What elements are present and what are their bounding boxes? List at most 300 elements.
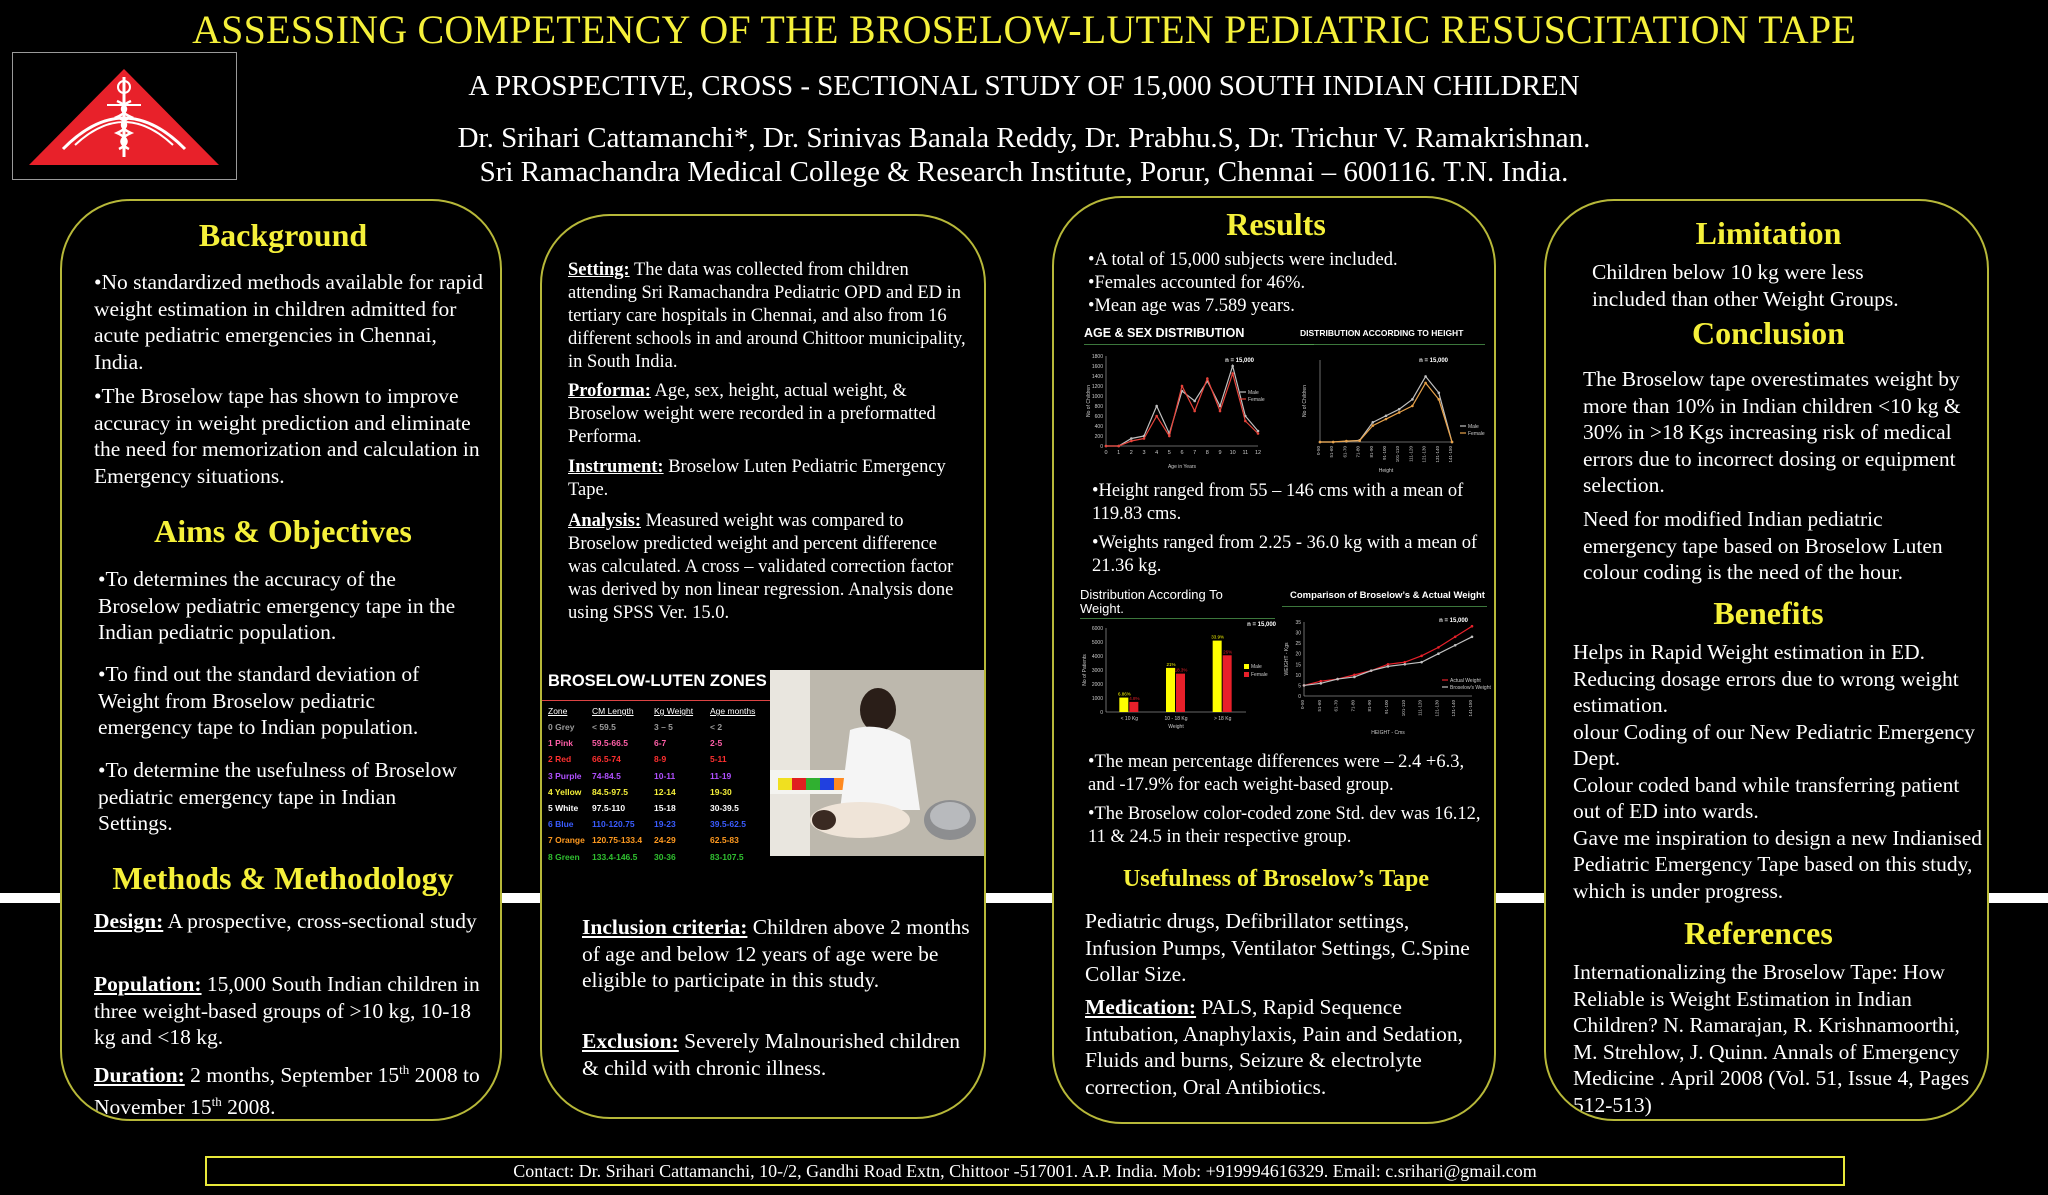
series-line-broselow-s-weight: [1304, 637, 1472, 686]
zone-cell: < 59.5: [592, 722, 616, 732]
x-tick-label: 121-130: [1434, 700, 1440, 717]
zone-cell: 15-18: [654, 803, 676, 814]
chart-title: AGE & SEX DISTRIBUTION: [1084, 326, 1245, 340]
data-point: [1438, 392, 1441, 395]
data-point: [1319, 441, 1322, 444]
zone-cell: 5-11: [710, 754, 727, 765]
y-tick-label: 800: [1094, 404, 1103, 410]
divider-stripe: [1494, 893, 1546, 903]
results-bullet: •A total of 15,000 subjects were included.: [1088, 250, 1398, 270]
chart-divider: [1300, 344, 1485, 345]
setting-text: The data was collected from children attending Sri Ramachandra Pediatric OPD and ED in tertiary care hospitals in Chennai, and also from 16 different schools in and around Chittoor municipality, in South India.: [568, 260, 966, 372]
data-label: 21%: [1166, 661, 1176, 667]
data-point: [1231, 365, 1234, 368]
setting-label: Setting:: [568, 260, 630, 280]
x-tick-label: 131-140: [1434, 446, 1440, 463]
data-point: [1353, 676, 1356, 679]
zones-title: BROSELOW-LUTEN ZONES: [548, 672, 767, 690]
zone-cell: < 2: [710, 722, 723, 732]
data-point: [1336, 678, 1339, 681]
x-tick-label: 141-150: [1468, 700, 1473, 717]
x-tick-label: 71-80: [1355, 446, 1361, 458]
data-point: [1471, 625, 1474, 628]
exclusion-paragraph: [582, 1028, 972, 1081]
poster-title: ASSESSING COMPETENCY OF THE BROSELOW-LUTEN PEDIATRIC RESUSCITATION TAPE: [192, 7, 1856, 52]
y-tick-label: 1400: [1091, 374, 1103, 380]
zone-row: [548, 735, 776, 751]
y-tick-label: 0: [1100, 444, 1103, 450]
legend-label: Broselow's Weight: [1450, 685, 1491, 691]
x-tick-label: 4: [1155, 450, 1159, 456]
y-axis-label: No of Children: [1302, 385, 1308, 417]
comparison-plot: [1282, 608, 1492, 738]
data-point: [1404, 663, 1407, 666]
mean-difference-result: •The mean percentage differences were – 2.4 +6.3, and -17.9% for each weight-based group.: [1088, 752, 1465, 795]
data-point: [1437, 646, 1440, 649]
chart-divider: [1282, 606, 1487, 607]
duration-text: 2 months, September 15: [184, 1063, 400, 1088]
benefits-list: [1573, 639, 1983, 904]
zone-row: [548, 849, 776, 865]
height-distribution-chart: [1300, 326, 1490, 476]
x-tick-label: 7: [1193, 450, 1197, 456]
inclusion-label: Inclusion criteria:: [582, 915, 748, 939]
data-point: [1168, 435, 1171, 438]
x-tick-label: 101-110: [1395, 446, 1401, 463]
y-tick-label: 35: [1295, 620, 1301, 626]
y-tick-label: 15: [1295, 662, 1301, 669]
zones-rows: [548, 719, 776, 865]
data-point: [1345, 440, 1348, 443]
x-tick-label: 0: [1104, 450, 1108, 456]
aims-point: •To determine the usefulness of Broselow pediatric emergency tape in Indian Settings.: [98, 758, 457, 835]
zone-cell: 30-36: [654, 851, 676, 862]
inclusion-paragraph: [582, 914, 972, 994]
x-tick-label: 71-80: [1350, 700, 1356, 712]
inclusion-text: Children above 2 months of age and below 12 years of age were be eligible to participate in this study.: [582, 915, 970, 992]
age-sex-plot: [1084, 346, 1324, 476]
data-point: [1105, 445, 1108, 448]
methods-population: [94, 971, 489, 1051]
data-point: [1437, 652, 1440, 655]
zone-cell: 8-9: [654, 754, 667, 765]
clinical-photo: [770, 670, 984, 856]
instrument-paragraph: [568, 456, 968, 502]
zone-cell: 7 Orange: [548, 835, 585, 846]
panel-methods: [540, 214, 986, 1119]
exclusion-text: Severely Malnourished children & child with chronic illness.: [582, 1029, 960, 1080]
bar-female: [1129, 702, 1138, 712]
references-heading: References: [1684, 915, 1833, 951]
analysis-label: Analysis:: [568, 511, 641, 531]
data-point: [1398, 411, 1401, 414]
zone-cell: 66.5-74: [592, 754, 621, 765]
zone-cell: 30-39.5: [710, 803, 739, 814]
zone-row: [548, 784, 776, 800]
stddev-result: •The Broselow color-coded zone Std. dev was 16.12, 11 & 24.5 in their respective group.: [1088, 804, 1481, 847]
y-tick-label: 2000: [1091, 682, 1103, 688]
x-tick-label: 131-140: [1451, 700, 1457, 717]
data-point: [1244, 420, 1247, 423]
divider-stripe: [500, 893, 542, 903]
zone-cell: 110-120.75: [592, 819, 635, 830]
benefit-item: Helps in Rapid Weight estimation in ED.: [1573, 640, 1925, 664]
instrument-label: Instrument:: [568, 457, 664, 477]
comparison-chart: [1282, 588, 1492, 738]
x-tick-label: 0-50: [1300, 700, 1305, 710]
zone-cell: 11-19: [710, 770, 732, 781]
results-heading: Results: [1226, 206, 1326, 242]
zone-row: [548, 768, 776, 784]
legend-label: Male: [1248, 390, 1259, 396]
methods-heading: Methods & Methodology: [112, 860, 454, 896]
y-tick-label: 3000: [1091, 668, 1103, 674]
y-tick-label: 1600: [1091, 364, 1103, 370]
legend-label: Female: [1251, 672, 1268, 678]
zone-cell: 19-30: [710, 786, 732, 797]
x-tick-label: 10 - 18 Kg: [1164, 716, 1188, 722]
superscript: th: [399, 1062, 410, 1077]
zones-col-header: Kg Weight: [654, 706, 694, 716]
age-sex-chart: [1084, 326, 1324, 476]
background-point: •The Broselow tape has shown to improve accuracy in weight prediction and eliminate the need for memorization and calculation in Emergency situations.: [94, 384, 480, 488]
y-tick-label: 1000: [1091, 394, 1103, 400]
data-point: [1420, 655, 1423, 658]
bar-female: [1223, 655, 1232, 712]
series-line-female: [1320, 383, 1452, 442]
population-text: 15,000 South Indian children in three weight-based groups of >10 kg, 10-18 kg and <18 kg.: [94, 972, 480, 1049]
x-tick-label: < 10 Kg: [1120, 716, 1139, 722]
data-point: [1385, 414, 1388, 417]
x-tick-label: 101-110: [1400, 700, 1406, 717]
y-tick-label: 1800: [1091, 354, 1103, 360]
data-point: [1454, 636, 1457, 639]
y-tick-label: 0: [1100, 710, 1103, 716]
x-tick-label: 0-50: [1316, 446, 1321, 456]
zone-cell: 12-14: [654, 786, 676, 797]
data-point: [1370, 669, 1373, 672]
x-tick-label: 81-90: [1368, 446, 1374, 458]
x-tick-label: 3: [1142, 450, 1146, 456]
zone-cell: 6-7: [654, 738, 667, 749]
data-point: [1358, 439, 1361, 442]
zone-cell: 6 Blue: [548, 819, 574, 830]
limitation-text: Children below 10 kg were less included than other Weight Groups.: [1592, 260, 1899, 311]
duration-text: 2008.: [221, 1094, 276, 1119]
broselow-zones-table: [542, 672, 774, 872]
data-point: [1130, 437, 1133, 440]
proforma-paragraph: [568, 380, 968, 449]
x-tick-label: 61-70: [1342, 446, 1348, 458]
y-tick-label: 400: [1094, 424, 1103, 430]
data-point: [1320, 682, 1323, 685]
reference-text: Internationalizing the Broselow Tape: How Reliable is Weight Estimation in Indian Children? N. Ramarajan, R. Krishnamoorthi, M. Strehlow, J. Quinn. Annals of Emergency Medicine . April 2008 (Vol. 51, Issue 4, Pages 512-513): [1573, 960, 1970, 1117]
zone-cell: 5 White: [548, 803, 579, 814]
duration-text: 2008 to November 15: [94, 1063, 480, 1119]
population-label: Population:: [94, 972, 202, 996]
design-text: A prospective, cross-sectional study: [163, 909, 477, 933]
usefulness-heading: Usefulness of Broselow’s Tape: [1122, 866, 1430, 892]
zone-cell: 62.5-83: [710, 835, 739, 846]
x-axis-label: Age in Years: [1167, 464, 1197, 470]
x-tick-label: 51-60: [1316, 700, 1322, 712]
conclusion-paragraph: The Broselow tape overestimates weight by more than 10% in Indian children <10 kg & 30% in >18 Kgs increasing risk of medical errors due to incorrect dosing or equipment selection.: [1583, 367, 1961, 497]
design-label: Design:: [94, 909, 164, 933]
benefits-heading: Benefits: [1713, 595, 1824, 631]
data-point: [1372, 421, 1375, 424]
data-point: [1257, 432, 1260, 435]
series-line-male: [1320, 376, 1452, 442]
limitation-heading: Limitation: [1695, 215, 1842, 251]
chart-title: DISTRIBUTION ACCORDING TO HEIGHT: [1300, 328, 1464, 338]
x-tick-label: 10: [1229, 450, 1236, 456]
bar-male: [1119, 698, 1128, 712]
data-point: [1130, 440, 1133, 443]
x-tick-label: 2: [1129, 450, 1133, 456]
divider-stripe: [984, 893, 1054, 903]
x-tick-label: 91-100: [1384, 700, 1389, 715]
proforma-text: Age, sex, height, actual weight, & Broselow weight were recorded in a preformatted Performa.: [568, 381, 936, 447]
aims-point: •To find out the standard deviation of Weight from Broselow pediatric emergency tape to Indian population.: [98, 662, 420, 739]
medication-paragraph: [1085, 994, 1480, 1100]
height-result: •Height ranged from 55 – 146 cms with a mean of 119.83 cms.: [1092, 481, 1464, 524]
series-line-actual-weight: [1304, 626, 1472, 685]
benefit-item: olour Coding of our New Pediatric Emergency Dept.: [1573, 719, 1976, 770]
zone-cell: 19-23: [654, 819, 676, 830]
duration-label: Duration:: [94, 1063, 185, 1088]
bar-male: [1213, 641, 1222, 712]
data-label: 26%: [1223, 649, 1233, 655]
annotation: n = 15,000: [1225, 358, 1254, 364]
y-tick-label: 6000: [1091, 626, 1103, 632]
x-tick-label: 141-150: [1448, 446, 1453, 463]
x-tick-label: 111-120: [1408, 446, 1414, 462]
data-point: [1398, 408, 1401, 411]
data-point: [1155, 405, 1158, 408]
series-line-female: [1106, 374, 1258, 447]
data-point: [1303, 684, 1306, 687]
zones-col-header: CM Length: [592, 706, 634, 716]
zone-cell: 24-29: [654, 835, 676, 846]
legend-label: Actual Weight: [1450, 678, 1481, 684]
legend-label: Female: [1248, 397, 1265, 403]
annotation: n = 15,000: [1439, 618, 1468, 624]
weight-result: •Weights ranged from 2.25 - 36.0 kg with a mean of 21.36 kg.: [1092, 533, 1478, 576]
zone-cell: 2-5: [710, 738, 723, 749]
medication-text: PALS, Rapid Sequence Intubation, Anaphylaxis, Pain and Sedation, Fluids and burns, Seizure & electrolyte correction, Oral Antibiotics.: [1085, 995, 1463, 1099]
zone-row: [548, 719, 776, 735]
y-axis-label: No of Patients: [1082, 654, 1088, 686]
authors: Dr. Srihari Cattamanchi*, Dr. Srinivas Banala Reddy, Dr. Prabhu.S, Dr. Trichur V. Ramakrishnan.: [457, 122, 1591, 154]
zone-cell: 2 Red: [548, 754, 572, 765]
x-tick-label: 1: [1117, 450, 1121, 456]
analysis-paragraph: [568, 510, 968, 625]
legend-swatch: [1244, 672, 1249, 677]
data-label: 4.8%: [1129, 695, 1140, 701]
conclusion-heading: Conclusion: [1692, 315, 1845, 351]
legend-label: Male: [1468, 424, 1479, 430]
legend-label: Female: [1468, 431, 1485, 437]
data-point: [1385, 418, 1388, 421]
bar-female: [1176, 674, 1185, 712]
benefit-item: Gave me inspiration to design a new Indianised Pediatric Emergency Tape based on this study, which is under progress.: [1573, 825, 1982, 903]
divider-stripe: [0, 893, 60, 903]
zones-divider: [542, 700, 774, 701]
data-point: [1420, 661, 1423, 664]
poster-subtitle: A PROSPECTIVE, CROSS - SECTIONAL STUDY OF 15,000 SOUTH INDIAN CHILDREN: [468, 70, 1580, 102]
y-tick-label: 20: [1295, 651, 1301, 658]
medication-label: Medication:: [1085, 995, 1197, 1019]
y-tick-label: 1000: [1091, 696, 1103, 702]
results-bullets: [1088, 249, 1488, 318]
zone-row: [548, 832, 776, 848]
x-tick-label: 111-120: [1417, 700, 1423, 716]
weight-distribution-chart: [1080, 588, 1280, 738]
zone-cell: 74-84.5: [592, 770, 621, 781]
zone-cell: 59.5-66.5: [592, 738, 628, 749]
background-heading: Background: [198, 217, 368, 253]
zone-cell: 3 – 5: [654, 722, 673, 732]
data-point: [1471, 636, 1474, 639]
instrument-text: Broselow Luten Pediatric Emergency Tape.: [568, 457, 946, 500]
proforma-label: Proforma:: [568, 381, 651, 401]
zone-cell: 8 Green: [548, 851, 580, 862]
x-tick-label: > 18 Kg: [1213, 716, 1232, 722]
divider-stripe: [1988, 893, 2048, 903]
results-bullet: •Mean age was 7.589 years.: [1088, 296, 1295, 316]
y-tick-label: 5: [1298, 683, 1301, 690]
panel-results: [1052, 196, 1496, 1124]
data-label: 33.9%: [1211, 634, 1225, 640]
zone-cell: 133.4-146.5: [592, 851, 638, 862]
data-point: [1193, 410, 1196, 413]
data-point: [1387, 665, 1390, 668]
methods-design: [94, 908, 489, 935]
x-tick-label: 91-100: [1382, 446, 1387, 461]
y-tick-label: 5000: [1091, 640, 1103, 646]
data-point: [1332, 441, 1335, 444]
x-tick-label: 51-60: [1329, 446, 1335, 458]
zone-cell: 83-107.5: [710, 851, 744, 862]
height-distribution-plot: [1300, 346, 1490, 476]
methods-duration: [94, 1057, 489, 1120]
zone-cell: 84.5-97.5: [592, 786, 628, 797]
y-tick-label: 0: [1298, 694, 1301, 700]
background-point: •No standardized methods available for rapid weight estimation in children admitted for acute pediatric emergencies in Chennai, India.: [94, 270, 484, 374]
x-tick-label: 61-70: [1333, 700, 1339, 712]
results-bullet: •Females accounted for 46%.: [1088, 273, 1306, 293]
legend-label: Male: [1251, 664, 1262, 670]
data-point: [1193, 400, 1196, 403]
y-axis-label: No of Children: [1086, 385, 1092, 417]
data-point: [1424, 375, 1427, 378]
y-tick-label: 25: [1295, 641, 1301, 648]
affiliation: Sri Ramachandra Medical College & Research Institute, Porur, Chennai – 600116. T.N. India.: [479, 156, 1569, 188]
data-point: [1411, 405, 1414, 408]
data-point: [1424, 382, 1427, 385]
x-tick-label: 9: [1218, 450, 1222, 456]
x-axis-label: Weight: [1168, 724, 1184, 730]
zone-row: [548, 751, 776, 767]
data-point: [1155, 415, 1158, 418]
legend-swatch: [1244, 664, 1249, 669]
zone-cell: 97.5-110: [592, 803, 626, 814]
panel-background: [60, 199, 502, 1121]
y-tick-label: 10: [1295, 672, 1301, 679]
zone-cell: 120.75-133.4: [592, 835, 643, 846]
contact-footer: Contact: Dr. Srihari Cattamanchi, 10-/2, Gandhi Road Extn, Chittoor -517001. A.P. India. Mob: +919994616329. Email: c.srihari@gmail.com: [205, 1156, 1845, 1186]
y-tick-label: 30: [1295, 630, 1301, 637]
x-tick-label: 5: [1167, 450, 1171, 456]
x-tick-label: 121-130: [1421, 446, 1427, 463]
chart-divider: [1084, 344, 1314, 345]
setting-paragraph: [568, 259, 968, 374]
exclusion-label: Exclusion:: [582, 1029, 679, 1053]
annotation: n = 15,000: [1419, 358, 1448, 364]
y-tick-label: 1200: [1091, 384, 1103, 390]
zones-col-header: Age months: [710, 706, 756, 716]
chart-divider: [1080, 618, 1275, 619]
data-point: [1454, 644, 1457, 647]
data-point: [1117, 445, 1120, 448]
y-tick-label: 200: [1094, 434, 1103, 440]
zones-col-header: Zone: [548, 706, 568, 716]
panel-conclusions: [1544, 199, 1989, 1121]
benefit-item: Colour coded band while transferring patient out of ED into wards.: [1573, 772, 1960, 823]
data-label: 6.86%: [1117, 691, 1131, 697]
data-point: [1181, 385, 1184, 388]
chart-title: Comparison of Broselow’s & Actual Weight: [1290, 590, 1485, 601]
zone-cell: 39.5-62.5: [710, 819, 746, 830]
superscript: th: [211, 1093, 222, 1109]
zone-row: [548, 800, 776, 816]
data-point: [1231, 372, 1234, 375]
zone-row: [548, 816, 776, 832]
conclusion-paragraph: Need for modified Indian pediatric emergency tape based on Broselow Luten colour coding is the need of the hour.: [1583, 507, 1943, 584]
x-tick-label: 6: [1180, 450, 1184, 456]
series-line-male: [1106, 366, 1258, 446]
data-point: [1451, 441, 1454, 444]
zone-cell: 3 Purple: [548, 770, 582, 781]
analysis-text: Measured weight was compared to Broselow predicted weight and percent difference was calculated. A cross – validated correction factor was derived by non linear regression. Analysis done using SPSS Ver. 15.0.: [568, 511, 954, 623]
data-point: [1143, 437, 1146, 440]
aims-heading: Aims & Objectives: [154, 513, 412, 549]
x-tick-label: 81-90: [1367, 700, 1373, 712]
x-tick-label: 11: [1242, 450, 1249, 456]
data-point: [1219, 410, 1222, 413]
annotation: n = 15,000: [1247, 622, 1276, 628]
benefit-item: Reducing dosage errors due to wrong weight estimation.: [1573, 666, 1959, 717]
zone-cell: 0 Grey: [548, 722, 575, 732]
zone-cell: 1 Pink: [548, 738, 574, 749]
bar-male: [1166, 668, 1175, 712]
aims-point: •To determines the accuracy of the Broselow pediatric emergency tape in the Indian pediatric population.: [98, 567, 456, 644]
zone-cell: 4 Yellow: [548, 786, 582, 797]
usefulness-text: Pediatric drugs, Defibrillator settings, Infusion Pumps, Ventilator Settings, C.Spine Collar Size.: [1085, 909, 1470, 986]
chart-title: Distribution According To Weight.: [1080, 587, 1223, 616]
y-tick-label: 600: [1094, 414, 1103, 420]
x-tick-label: 8: [1205, 450, 1209, 456]
weight-distribution-plot: [1080, 620, 1280, 738]
zones-header-row: [548, 706, 776, 716]
data-point: [1411, 398, 1414, 401]
x-tick-label: 12: [1254, 450, 1262, 456]
y-axis-label: WEIGHT - Kgs: [1284, 642, 1290, 676]
data-point: [1438, 398, 1441, 401]
zone-cell: 10-11: [654, 770, 676, 781]
data-point: [1206, 377, 1209, 380]
data-point: [1372, 424, 1375, 427]
